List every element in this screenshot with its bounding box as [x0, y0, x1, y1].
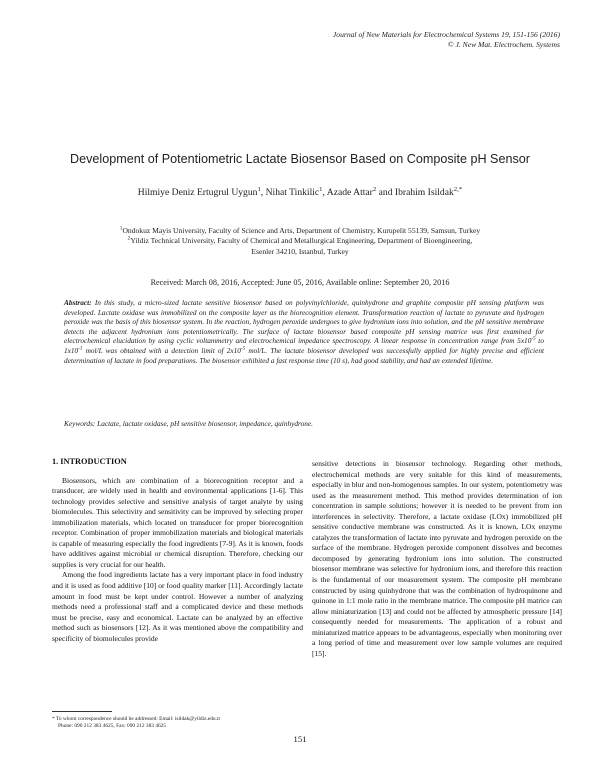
page-number: 151: [293, 734, 307, 744]
abstract-text: mol/L. The lactate biosensor developed was successfully applied for highly precise and efficient determination of lactate in food preparations. The biosensor exhibited a fast response time (10 s), had good stability, and had an extended lifetime.: [64, 345, 544, 365]
author-affil-mark: 1: [257, 185, 261, 193]
affiliations: [40, 226, 560, 257]
paper-title: Development of Potentiometric Lactate Biosensor Based on Composite pH Sensor: [70, 152, 530, 166]
author-affil-mark: 2,*: [453, 185, 463, 193]
affiliation-line: [40, 236, 560, 246]
journal-header: [333, 30, 560, 50]
section-heading: 1. INTRODUCTION: [52, 457, 127, 466]
abstract-label: Abstract:: [64, 298, 92, 307]
author-name: Hilmiye Deniz Ertugrul Uygun: [137, 187, 258, 198]
journal-copyright: © J. New Mat. Electrochem. Systems: [447, 40, 560, 49]
received-dates: Received: March 08, 2016, Accepted: June 05, 2016, Available online: September 20, 2016: [150, 278, 450, 287]
exponent: -1: [78, 345, 83, 352]
paragraph: Among the food ingredients lactate has a very important place in food industry and it is used as food additive [10] or food quality marker [11]. Accordingly lactate amount in food must be kept under control. However a number of analyzing methods need a professional staff and a complicated device and these methods must be precise, easy and economical. Lactate can be analyzed by an effective method such as biosensors [12]. As it was mentioned above the compatibility and specificity of biomolecules provide: [52, 570, 303, 643]
author-name: , Nihat Tinkilic: [260, 187, 320, 198]
abstract-text: In this study, a micro-sized lactate sensitive biosensor based on polyvinylchloride, quinhydrone and graphite composite pH sensing platform was developed. Lactate oxidase was immobilized on the composite layer as the biorecognition element. Transformation reaction of lactate to pyruvate and hydrogen peroxide was the basis of this biosensor system. In the reaction, hydrogen peroxide undergoes to give hydronium ions into solution, and the pH sensitive membrane detects the adjacent hydronium ions potentiometrically. The surface of lactate biosensor based composite pH sensing matrice was first examined for electrochemical elucidation by using cyclic voltammetry and electrochemical impedance spectroscopy. A linear response in concentration range from 5x10: [64, 298, 544, 346]
abstract: [64, 298, 544, 365]
paragraph: sensitive detections in biosensor technology. Regarding other methods, electrochemical methods are very suitable for this kind of measurements, especially in blur and non-homogenous samples. In our system, potentiometry was used as the measurement method. This method provides determination of ion concentration in sample solutions; however it is needed to be prevent from ion interferences in selectivity. Therefore, a lactate oxidase (LOx) immobilized pH sensitive conductive membrane was constructed. As it is known, LOx enzyme catalyzes the transformation of lactate into pyruvate and hydrogen peroxide on the surface of the membrane. Hydrogen peroxide component dissolves and becomes decomposed by generating hydronium ions into solution. The constructed biosensor membrane was selective for hydronium ions, and therefore this reaction is the fundamental of our measurement system. The composite pH membrane constructed by using quinhydrone that was the combination of hydroquinone and quinone in 1:1 mole ratio in the membrane matrice. The composite pH matrice can allow miniaturization [13] and could not be affected by atmospheric pressure [14] consequently needed for measurements. The application of a robust and miniaturized matrice appears to be advantageous, especially when monitoring over a long period of time and measurement over low sample volumes are required [15].: [312, 459, 562, 658]
affil-number: 2: [127, 235, 131, 242]
author-affil-mark: 1: [319, 185, 323, 193]
affil-text: Ondokuz Mayis University, Faculty of Science and Arts, Department of Chemistry, Kurupelit 55139, Samsun, Turkey: [122, 226, 481, 235]
left-column: [52, 457, 303, 644]
footnote-email: * To whom correspondence should be addressed: Email: isildak@yildiz.edu.tr: [52, 716, 221, 722]
footnote-divider: [52, 711, 112, 712]
abstract-text: mol/L was obtained with a detection limit of 2x10: [82, 345, 241, 355]
affil-text: Yildiz Technical University, Faculty of Chemical and Metallurgical Engineering, Department of Bioengineering,: [130, 236, 473, 246]
journal-citation: Journal of New Materials for Electrochemical Systems 19, 151-156 (2016): [332, 30, 560, 39]
keywords: Keywords: Lactate, lactate oxidase, pH sensitive biosensor, impedance, quinhydrone.: [64, 419, 313, 428]
author-affil-mark: 2: [372, 185, 377, 193]
author-name: and Ibrahim Isildak: [376, 187, 454, 198]
right-column: [312, 459, 562, 659]
exponent: -5: [240, 345, 246, 352]
exponent: -5: [531, 335, 536, 342]
author-name: , Azade Attar: [322, 187, 373, 198]
paragraph: Biosensors, which are combination of a biorecognition receptor and a transducer, are widely used in health and environmental applications [1-6]. This technology provides selective and sensitive analysis of target analyte by using biomolecules. This selectivity and sensitivity can be improved by selecting proper immobilization materials, which located on transducer for proper biorecognition receptor. Combination of proper immobilization materials and biological materials is capable of measuring especially the food ingredients [7-9]. As it is known, foods have additives against microbial or chemical disruption. Therefore, checking our supplies is very crucial for our health.: [52, 475, 303, 569]
footnote-phone: Phone: 090 212 383 4625, Fax: 090 212 383 4625: [58, 723, 167, 729]
affiliation-line: Esenler 34210, Istanbul, Turkey: [251, 246, 349, 256]
affil-number: 1: [119, 225, 123, 232]
author-list: [40, 187, 560, 198]
footnote: [52, 716, 220, 730]
abstract-text: to 1x10: [64, 336, 544, 355]
affiliation-line: [40, 226, 560, 236]
